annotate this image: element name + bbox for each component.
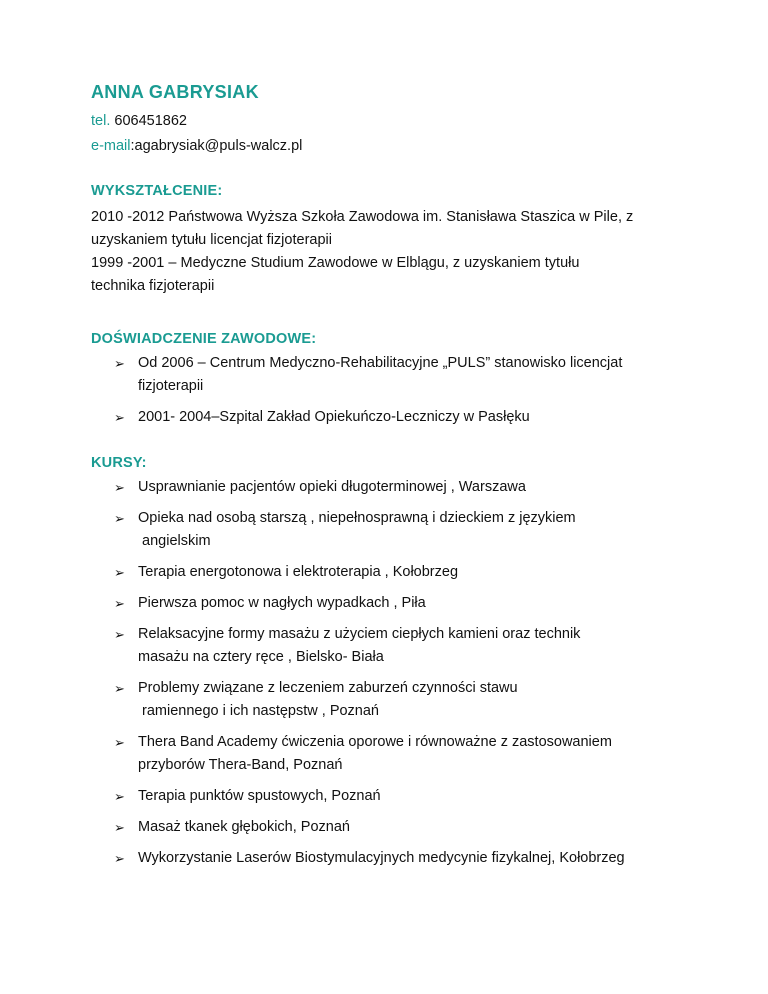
arrow-bullet-icon: ➢ — [114, 565, 125, 580]
person-name: ANNA GABRYSIAK — [91, 82, 259, 102]
list-item — [114, 785, 694, 808]
list-item — [114, 592, 694, 615]
arrow-bullet-icon: ➢ — [114, 627, 125, 642]
list-item-text: fizjoterapii — [138, 378, 204, 394]
list-item-text: przyborów Thera-Band, Poznań — [138, 757, 343, 773]
list-item-text: angielskim — [138, 533, 211, 549]
list-item — [114, 623, 694, 669]
list-item-text: masażu na cztery ręce , Bielsko- Biała — [138, 649, 384, 665]
email-line — [91, 137, 302, 155]
email-address: :agabrysiak@puls-walcz.pl — [130, 138, 303, 154]
list-item-text: Relaksacyjne formy masażu z użyciem ciepłych kamieni oraz technik — [138, 626, 581, 642]
education-line: 1999 -2001 – Medyczne Studium Zawodowe w Elblągu, z uzyskaniem tytułu — [91, 255, 580, 271]
list-item-text: Masaż tkanek głębokich, Poznań — [138, 819, 350, 835]
list-item — [114, 561, 694, 584]
arrow-bullet-icon: ➢ — [114, 851, 125, 866]
phone-label: tel. — [91, 113, 111, 129]
arrow-bullet-icon: ➢ — [114, 410, 125, 425]
list-item — [114, 731, 694, 777]
list-item-text: Od 2006 – Centrum Medyczno-Rehabilitacyjne „PULS” stanowisko licencjat — [138, 355, 623, 371]
list-item-text: Problemy związane z leczeniem zaburzeń czynności stawu — [138, 680, 518, 696]
education-block — [91, 206, 691, 298]
arrow-bullet-icon: ➢ — [114, 820, 125, 835]
arrow-bullet-icon: ➢ — [114, 681, 125, 696]
list-item-text: Wykorzystanie Laserów Biostymulacyjnych medycynie fizykalnej, Kołobrzeg — [138, 850, 625, 866]
list-item — [114, 507, 694, 553]
education-heading: WYKSZTAŁCENIE: — [91, 183, 223, 199]
list-item-text: Opieka nad osobą starszą , niepełnosprawną i dzieckiem z językiem — [138, 510, 576, 526]
arrow-bullet-icon: ➢ — [114, 789, 125, 804]
arrow-bullet-icon: ➢ — [114, 735, 125, 750]
list-item — [114, 816, 694, 839]
list-item — [114, 406, 694, 429]
list-item-text: Usprawnianie pacjentów opieki długoterminowej , Warszawa — [138, 479, 526, 495]
list-item — [114, 476, 694, 499]
phone-line — [91, 112, 187, 130]
email-label: e-mail — [91, 138, 131, 154]
courses-list — [114, 476, 694, 878]
list-item-text: Terapia energotonowa i elektroterapia , Kołobrzeg — [138, 564, 459, 580]
arrow-bullet-icon: ➢ — [114, 356, 125, 371]
list-item — [114, 352, 694, 398]
list-item-text: Terapia punktów spustowych, Poznań — [138, 788, 381, 804]
list-item — [114, 847, 694, 870]
courses-heading: KURSY: — [91, 455, 147, 471]
experience-list — [114, 352, 694, 437]
list-item-text: 2001- 2004–Szpital Zakład Opiekuńczo-Leczniczy w Pasłęku — [138, 409, 530, 425]
education-line: 2010 -2012 Państwowa Wyższa Szkoła Zawodowa im. Stanisława Staszica w Pile, z — [91, 209, 634, 225]
list-item-text: Thera Band Academy ćwiczenia oporowe i równoważne z zastosowaniem — [138, 734, 612, 750]
arrow-bullet-icon: ➢ — [114, 511, 125, 526]
education-line: technika fizjoterapii — [91, 278, 215, 294]
list-item — [114, 677, 694, 723]
experience-heading: DOŚWIADCZENIE ZAWODOWE: — [91, 331, 317, 347]
arrow-bullet-icon: ➢ — [114, 480, 125, 495]
list-item-text: ramiennego i ich następstw , Poznań — [138, 703, 379, 719]
arrow-bullet-icon: ➢ — [114, 596, 125, 611]
education-line: uzyskaniem tytułu licencjat fizjoterapii — [91, 232, 332, 248]
list-item-text: Pierwsza pomoc w nagłych wypadkach , Piła — [138, 595, 426, 611]
phone-number: 606451862 — [114, 113, 187, 129]
